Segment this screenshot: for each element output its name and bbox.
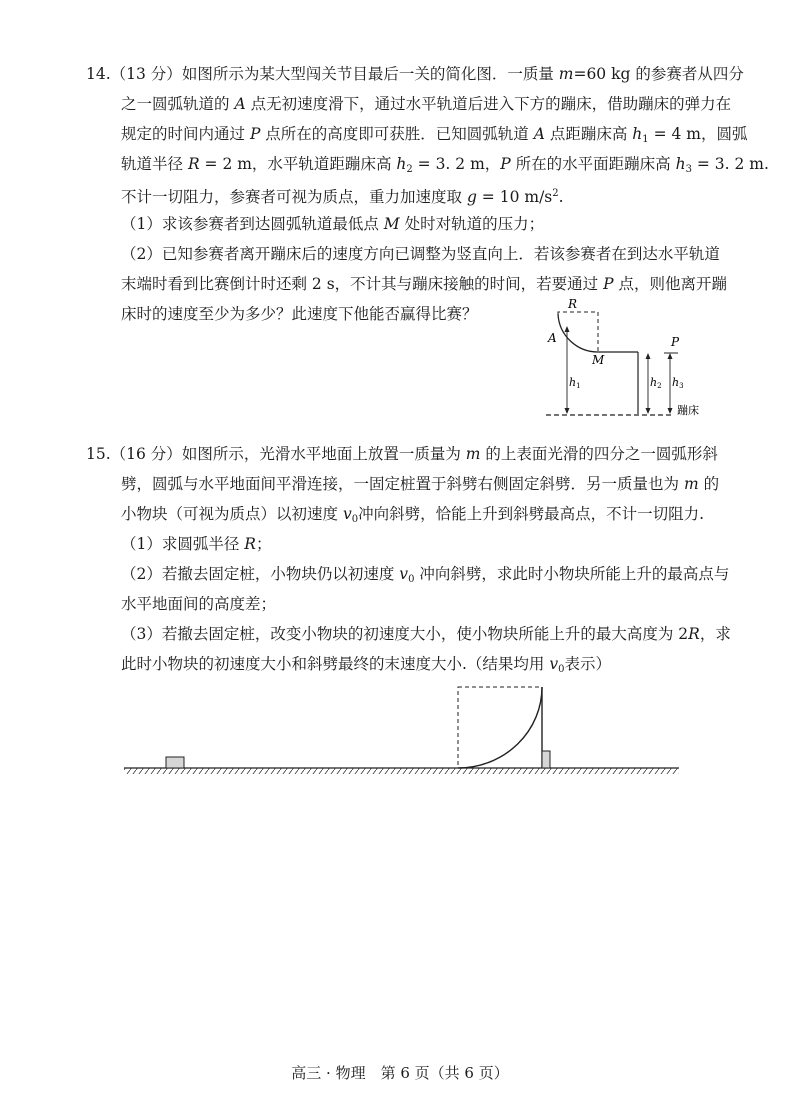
q14-line-5: 不计一切阻力，参赛者可视为质点，重力加速度取 g = 10 $m/s^2$.	[121, 188, 564, 206]
q15-line-1: 15.（16 分）如图所示，光滑水平地面上放置一质量为 m 的上表面光滑的四分之一圆弧形斜	[86, 445, 718, 463]
q15-number: 15.	[86, 445, 111, 463]
q15-score: （16 分）	[110, 445, 182, 463]
small-block	[166, 757, 184, 768]
label-h1: h1	[569, 376, 581, 390]
q14-line-2: 之一圆弧轨道的 A 点无初速度滑下，通过水平轨道后进入下方的蹦床，借助蹦床的弹力在	[121, 95, 732, 113]
quarter-arc-track	[558, 314, 598, 352]
q14-line-3: 规定的时间内通过 P 点所在的高度即可获胜．已知圆弧轨道 A 点距蹦床高 $h_1 = 4$ m，圆弧	[121, 125, 748, 145]
label-M: M	[592, 353, 605, 367]
label-trampoline: 蹦床	[677, 404, 699, 417]
h3-arrow-head-bottom	[668, 408, 673, 414]
q15-part-2-line-2: 水平地面间的高度差；	[121, 595, 277, 613]
h1-arrow-head-bottom	[565, 408, 570, 414]
label-R: R	[568, 297, 578, 311]
h3-arrow-head-top	[668, 353, 673, 359]
h1-arrow-head-top	[565, 326, 570, 332]
fixed-post	[542, 751, 550, 768]
wedge-dashed-box	[458, 687, 542, 768]
q14-part-2-line-2: 末端时看到比赛倒计时还剩 2 s，不计其与蹦床接触的时间，若要通过 P 点，则他离开蹦	[121, 275, 727, 293]
q15-part-2-line-1: （2）若撤去固定桩，小物块仍以初速度 $v_0$ 冲向斜劈，求此时小物块所能上升的最高点与	[121, 565, 730, 585]
q14-part-2-line-1: （2）已知参赛者离开蹦床后的速度方向已调整为竖直向上．若该参赛者在到达水平轨道	[121, 245, 720, 263]
h2-arrow-head-bottom	[646, 408, 651, 414]
q15-line-3: 小物块（可视为质点）以初速度 $v_0$冲向斜劈，恰能上升到斜劈最高点，不计一切阻力.	[121, 505, 705, 525]
q15-part-3-line-1: （3）若撤去固定桩，改变小物块的初速度大小，使小物块所能上升的最大高度为 2R，求	[121, 625, 731, 643]
ground-hatch	[124, 768, 679, 774]
q14-part-2-line-3: 床时的速度至少为多少？此速度下他能否赢得比赛？	[121, 305, 478, 323]
label-h2: h2	[650, 376, 662, 390]
label-P: P	[671, 335, 680, 349]
q15-line-2: 劈，圆弧与水平地面间平滑连接，一固定桩置于斜劈右侧固定斜劈．另一质量也为 m 的	[121, 475, 720, 493]
page-footer: 高三 · 物理 第 6 页（共 6 页）	[291, 1064, 509, 1082]
q15-figure	[124, 682, 684, 782]
arc-guide-dashed	[558, 312, 598, 352]
q14-line-1: 14.（13 分）如图所示为某大型闯关节目最后一关的简化图．一质量 m=60 kg 的参赛者从四分	[86, 65, 744, 83]
label-h3: h3	[672, 376, 684, 390]
q14-part-1: （1）求该参赛者到达圆弧轨道最低点 M 处时对轨道的压力；	[121, 215, 545, 233]
q14-score: （13 分）	[110, 65, 182, 83]
q15-part-3-line-2: 此时小物块的初速度大小和斜劈最终的末速度大小.（结果均用 $v_0$表示）	[121, 655, 612, 675]
q14-line-4: 轨道半径 R = 2 m，水平轨道距蹦床高 $h_2 = 3$. 2 m，P 所在的水平面距蹦床高 $h_3 = 3$. 2 m.	[121, 155, 769, 175]
h2-arrow-head-top	[646, 353, 651, 359]
q14-number: 14.	[86, 65, 111, 83]
label-A: A	[548, 331, 557, 345]
wedge-arc-surface	[458, 687, 542, 768]
q15-part-1: （1）求圆弧半径 R；	[121, 535, 272, 553]
q14-figure	[540, 294, 700, 424]
